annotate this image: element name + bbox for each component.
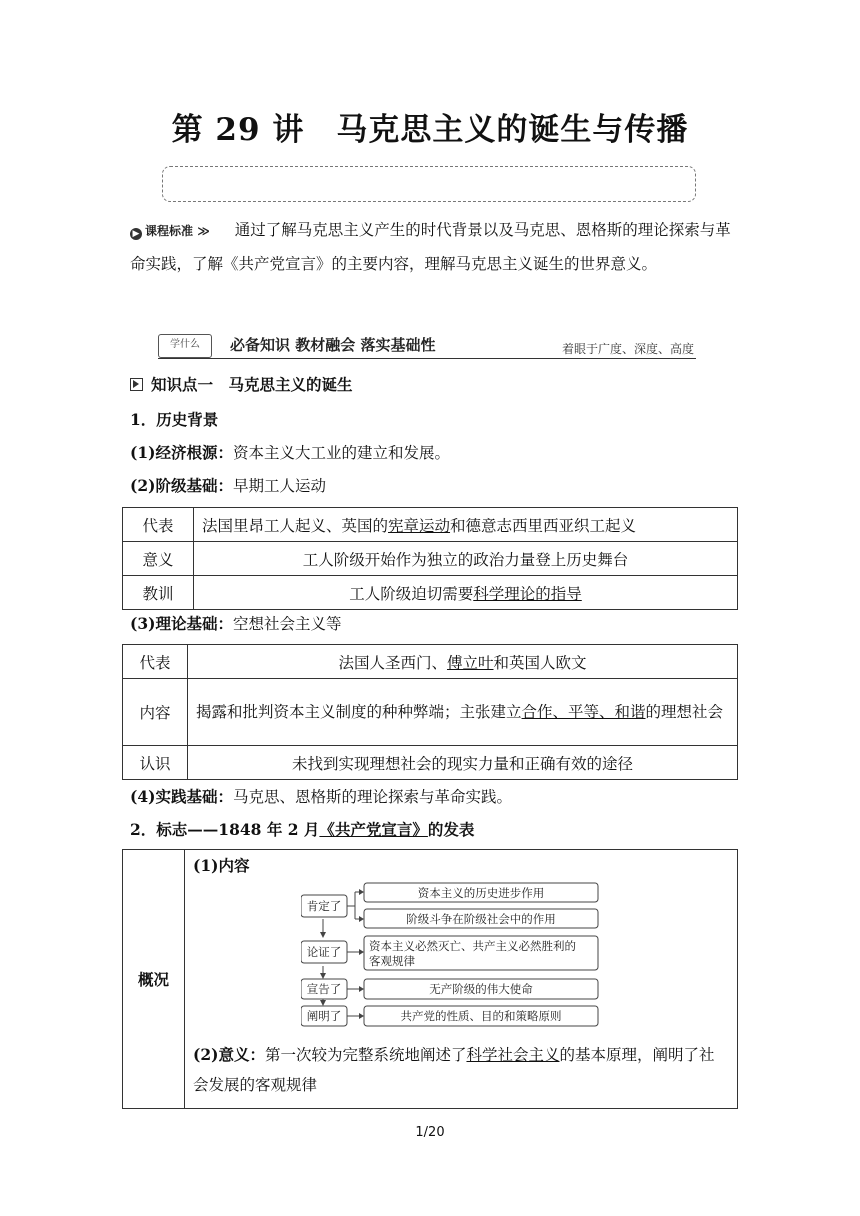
subheading-manifesto: 2．标志——1848 年 2 月《共产党宣言》的发表 (130, 820, 475, 839)
page-title: 第 29 讲 马克思主义的诞生与传播 (171, 112, 689, 148)
flow-arrowhead (320, 1000, 326, 1006)
paragraph-theory: (3)理论基础：空想社会主义等 (130, 614, 342, 633)
dashed-placeholder-box (162, 166, 696, 202)
flow-arrowhead (320, 973, 326, 979)
play-square-icon (130, 378, 143, 391)
knowledge-point-heading: 知识点一 马克思主义的诞生 (130, 373, 353, 395)
manifesto-flowchart (301, 882, 721, 1034)
flow-item: 阶级斗争在阶级社会中的作用 (406, 912, 556, 926)
flow-arrowhead (359, 916, 364, 922)
table-row: 内容 揭露和批判资本主义制度的种种弊端；主张建立合作、平等、和谐的理想社会 (123, 679, 738, 746)
course-standard-badge: ▶ 课程标准 ≫ (130, 215, 210, 248)
flow-item: 资本主义的历史进步作用 (417, 886, 545, 900)
paragraph-class: (2)阶级基础：早期工人运动 (130, 476, 326, 495)
flow-item: 共产党的性质、目的和策略原则 (400, 1009, 562, 1023)
table-row: 认识 未找到实现理想社会的现实力量和正确有效的途径 (123, 746, 738, 780)
table-row: 代表 法国里昂工人起义、英国的宪章运动和德意志西里西亚织工起义 (123, 508, 738, 542)
flow-arrowhead (320, 932, 326, 938)
flow-arrowhead (359, 1013, 364, 1019)
section-banner (158, 334, 696, 359)
table-utopian-socialism (122, 644, 738, 780)
circle-arrow-icon: ▶ (130, 228, 142, 240)
flow-arrowhead (359, 949, 364, 955)
table-workers-movement (122, 507, 738, 610)
table-row: 教训 工人阶级迫切需要科学理论的指导 (123, 576, 738, 610)
subheading-background: 1．历史背景 (130, 410, 219, 429)
content-label: (1)内容 (193, 856, 250, 875)
page-number: 1/20 (415, 1125, 445, 1140)
banner-sub-text: 着眼于广度、深度、高度 (561, 342, 694, 356)
flow-item: 客观规律 (369, 954, 415, 968)
banner-logo: 学什么 (158, 334, 212, 358)
meaning-paragraph: (2)意义：第一次较为完整系统地阐述了科学社会主义的基本原理，阐明了社会发展的客观规律 (193, 1045, 715, 1094)
flow-verb: 肯定了 (306, 899, 342, 913)
flow-verb: 阐明了 (306, 1009, 342, 1023)
course-standard (130, 214, 738, 281)
table-row: 意义 工人阶级开始作为独立的政治力量登上历史舞台 (123, 542, 738, 576)
table-row: 概况 (1)内容 肯定了 论证了 宣告了 阐明了 资本主义的历史进步作用 阶级斗争在阶级社会中的作用 资本主义必然灭亡、共产主义必然胜利的 客观规律 无产阶级的伟大使命 共产党的性质、目的和策略原则 (2)意义：第一次较为完整系统地阐述了科学社会主义的基本原理，阐明了社会发展的客观规律 (123, 850, 738, 1109)
table-manifesto (122, 849, 738, 1109)
flow-arrowhead (359, 986, 364, 992)
table-row: 代表 法国人圣西门、傅立叶和英国人欧文 (123, 645, 738, 679)
flow-item: 无产阶级的伟大使命 (429, 982, 533, 996)
banner-main-text: 必备知识 教材融会 落实基础性 (230, 336, 436, 354)
flow-arrowhead (359, 889, 364, 895)
paragraph-economic: (1)经济根源：资本主义大工业的建立和发展。 (130, 443, 450, 462)
flow-item: 资本主义必然灭亡、共产主义必然胜利的 (369, 939, 576, 953)
flow-verb: 论证了 (306, 945, 342, 959)
flow-bracket (347, 892, 363, 919)
course-standard-text: 通过了解马克思主义产生的时代背景以及马克思、恩格斯的理论探索与革命实践，了解《共产党宣言》的主要内容，理解马克思主义诞生的世界意义。 (130, 221, 731, 273)
flow-verb: 宣告了 (306, 982, 342, 996)
paragraph-practice: (4)实践基础：马克思、恩格斯的理论探索与革命实践。 (130, 787, 512, 806)
